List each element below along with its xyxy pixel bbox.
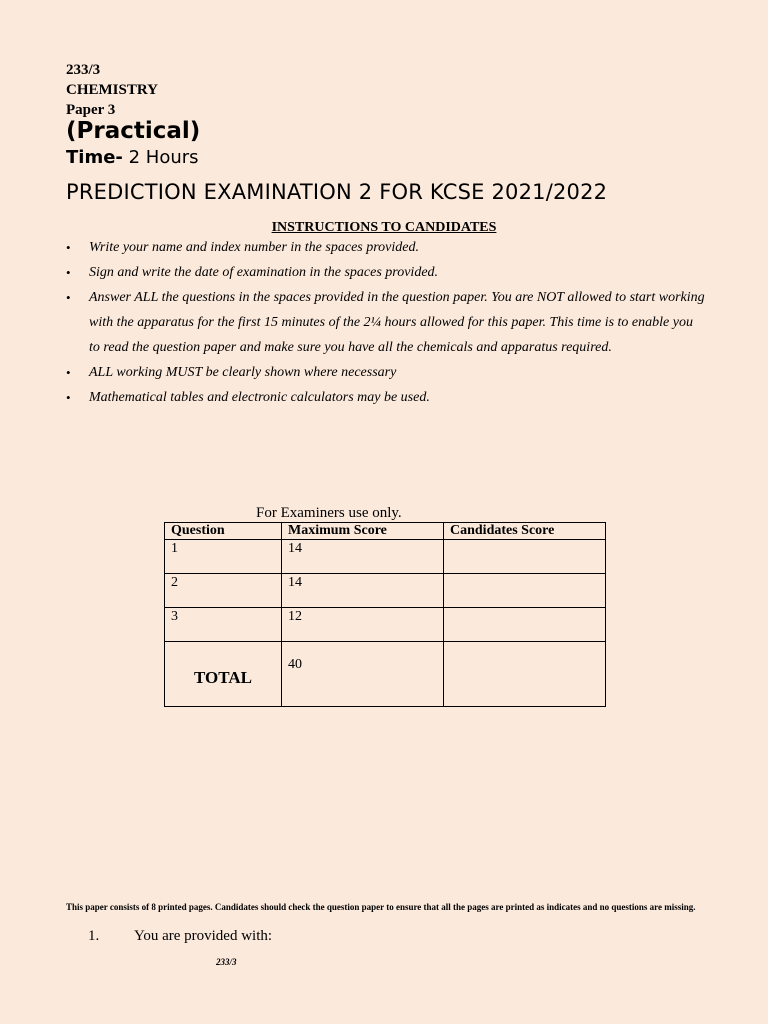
instruction-item bbox=[66, 385, 706, 410]
instruction-text: Write your name and index number in the spaces provided. bbox=[89, 240, 419, 255]
instructions-heading: INSTRUCTIONS TO CANDIDATES bbox=[271, 220, 497, 235]
examiners-caption: For Examiners use only. bbox=[256, 505, 402, 521]
printed-pages-note: This paper consists of 8 printed pages. Candidates should check the question paper to ensure that all the pages are printed as indicates and no questions are missing. bbox=[66, 902, 696, 912]
bullet-icon: • bbox=[66, 365, 71, 380]
table-row bbox=[165, 574, 606, 608]
table-header-row bbox=[165, 523, 606, 540]
total-label: TOTAL bbox=[165, 642, 282, 707]
question-cell: 3 bbox=[165, 608, 282, 642]
instruction-item bbox=[66, 260, 706, 285]
candidate-score-cell[interactable] bbox=[444, 608, 606, 642]
bullet-icon: • bbox=[66, 390, 71, 405]
bullet-icon: • bbox=[66, 240, 71, 255]
exam-title: PREDICTION EXAMINATION 2 FOR KCSE 2021/2022 bbox=[66, 180, 608, 204]
candidate-score-cell[interactable] bbox=[444, 574, 606, 608]
question-1 bbox=[88, 928, 272, 945]
question-number: 1. bbox=[88, 928, 100, 944]
page-footer-code: 233/3 bbox=[216, 957, 237, 967]
max-score-cell: 12 bbox=[282, 608, 444, 642]
time-value: 2 Hours bbox=[128, 147, 199, 168]
max-score-cell: 14 bbox=[282, 574, 444, 608]
paper-number: Paper 3 bbox=[66, 102, 116, 118]
total-candidate-score[interactable] bbox=[444, 642, 606, 707]
paper-code: 233/3 bbox=[66, 62, 101, 78]
instruction-text: Mathematical tables and electronic calculators may be used. bbox=[89, 390, 430, 405]
instruction-text: Answer ALL the questions in the spaces provided in the question paper. You are NOT allowed to start working with the apparatus for the first 15 minutes of the 2¼ hours allowed for this paper. This time is to enable you to read the question paper and make sure you have all the chemicals and apparatus required. bbox=[89, 290, 705, 355]
candidate-score-cell[interactable] bbox=[444, 540, 606, 574]
score-table bbox=[164, 522, 606, 707]
bullet-icon: • bbox=[66, 265, 71, 280]
question-text: You are provided with: bbox=[134, 928, 273, 944]
header-candidates-score: Candidates Score bbox=[444, 523, 606, 540]
instruction-item bbox=[66, 285, 706, 360]
table-row bbox=[165, 608, 606, 642]
question-cell: 2 bbox=[165, 574, 282, 608]
max-score-cell: 14 bbox=[282, 540, 444, 574]
instruction-text: Sign and write the date of examination in the spaces provided. bbox=[89, 265, 439, 280]
header-question: Question bbox=[165, 523, 282, 540]
instruction-text: ALL working MUST be clearly shown where necessary bbox=[89, 365, 397, 380]
question-cell: 1 bbox=[165, 540, 282, 574]
time-label: Time- bbox=[66, 147, 123, 168]
header-maximum-score: Maximum Score bbox=[282, 523, 444, 540]
subject-title: CHEMISTRY bbox=[66, 82, 158, 98]
instructions-list bbox=[66, 235, 706, 410]
table-row bbox=[165, 540, 606, 574]
bullet-icon: • bbox=[66, 290, 71, 305]
instruction-item bbox=[66, 360, 706, 385]
total-row bbox=[165, 642, 606, 707]
practical-label: (Practical) bbox=[66, 118, 201, 144]
instruction-item bbox=[66, 235, 706, 260]
total-max-score: 40 bbox=[282, 642, 444, 707]
time-allowed bbox=[66, 147, 199, 168]
